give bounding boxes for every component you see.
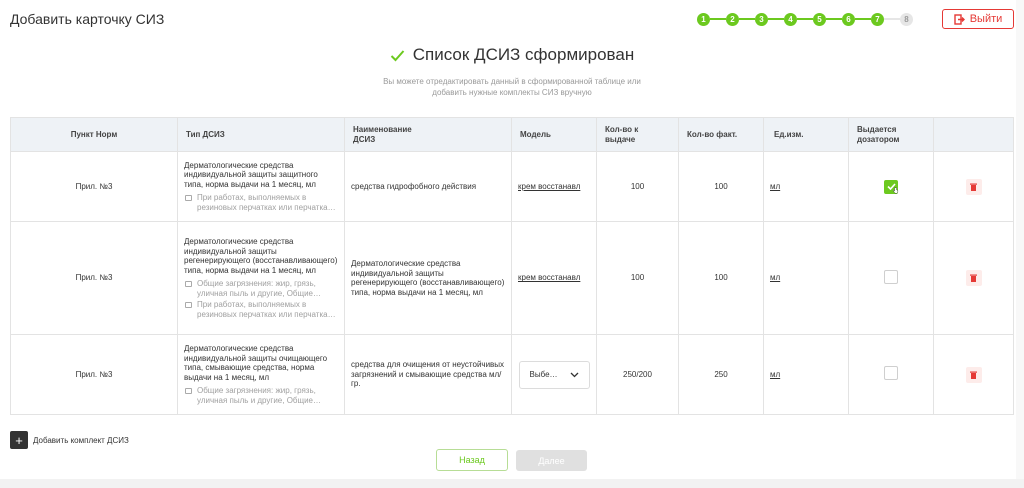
cell-dispenser: [849, 335, 934, 415]
cell-unit: [764, 152, 849, 222]
subtitle-line: добавить нужные комплекты СИЗ вручную: [432, 88, 592, 97]
cell-model: [512, 335, 597, 415]
model-select-value: Выбе…: [529, 369, 558, 379]
cell-name: средства для очищения от неустойчивых загрязнений и смывающие средства мл/гр.: [345, 335, 512, 415]
success-heading: Список ДСИЗ сформирован: [412, 45, 635, 64]
cell-norm: Прил. №3: [11, 152, 178, 222]
table-row: [11, 152, 1014, 222]
step-connector: [855, 18, 871, 20]
briefcase-icon: [185, 388, 192, 394]
scrollbar[interactable]: [1016, 0, 1024, 488]
exit-button[interactable]: [942, 9, 1014, 29]
delete-row-button[interactable]: [966, 367, 982, 383]
unit-link[interactable]: мл: [770, 369, 781, 379]
step-2[interactable]: 2: [726, 13, 739, 26]
header-model-label: Модель: [520, 129, 551, 139]
header-name-label: ДСИЗ: [353, 134, 376, 144]
cell-qty-fact: 250: [679, 335, 764, 415]
dispenser-checkbox[interactable]: [884, 270, 898, 284]
briefcase-icon: [185, 195, 192, 201]
cell-type: [178, 152, 345, 222]
page-title: Добавить карточку СИЗ: [10, 11, 165, 27]
trash-icon: [970, 274, 977, 282]
subtitle-line: Вы можете отредактировать данный в сформированной таблице или: [383, 77, 641, 86]
cell-qty: 100: [597, 222, 679, 335]
cell-norm: Прил. №3: [11, 222, 178, 335]
condition-text: При работах, выполняемых в резиновых перчатках или перчатка…: [197, 300, 336, 319]
type-text: Дерматологические средства индивидуальной защиты регенерирующего (восстанавливающего) типа, норма выдачи на 1 месяц, мл: [184, 237, 338, 275]
header-dispenser-label: дозатором: [857, 134, 900, 144]
header-unit-label: Ед.изм.: [774, 129, 804, 139]
cell-type: [178, 222, 345, 335]
check-icon: [390, 49, 405, 62]
delete-row-button[interactable]: [966, 179, 982, 195]
stepper: [697, 12, 913, 26]
step-8: 8: [900, 13, 913, 26]
cell-qty: 100: [597, 152, 679, 222]
step-6[interactable]: 6: [842, 13, 855, 26]
table-header-row: [11, 118, 1014, 152]
type-text: Дерматологические средства индивидуальной защиты защитного типа, норма выдачи на 1 месяц, мл: [184, 160, 318, 189]
header-qty-fact: [679, 118, 764, 152]
next-button: Далее: [516, 450, 587, 471]
step-connector: [826, 18, 842, 20]
add-set-label: Добавить комплект ДСИЗ: [33, 435, 129, 445]
step-4[interactable]: 4: [784, 13, 797, 26]
cell-model: [512, 152, 597, 222]
cell-unit: [764, 335, 849, 415]
condition-item: [185, 193, 338, 212]
cell-actions: [934, 222, 1014, 335]
table-row: [11, 222, 1014, 335]
header-type: [178, 118, 345, 152]
trash-icon: [970, 183, 977, 191]
success-subtitle: [0, 76, 1024, 98]
step-connector: [884, 18, 900, 20]
step-5[interactable]: 5: [813, 13, 826, 26]
plus-icon: +: [10, 431, 28, 449]
model-link[interactable]: крем восстанавл: [518, 273, 581, 283]
model-link[interactable]: крем восстанавл: [518, 181, 581, 191]
briefcase-icon: [185, 281, 192, 287]
success-banner: [0, 45, 1024, 65]
condition-item: [185, 386, 338, 405]
unit-link[interactable]: мл: [770, 181, 781, 191]
header-unit: [764, 118, 849, 152]
cell-qty-fact: 100: [679, 222, 764, 335]
header-qty-fact-label: Кол-во факт.: [687, 129, 738, 139]
header-model: [512, 118, 597, 152]
cell-unit: [764, 222, 849, 335]
header-qty-label: выдаче: [605, 134, 636, 144]
back-button[interactable]: Назад: [436, 449, 508, 471]
trash-icon: [970, 371, 977, 379]
header-type-label: Тип ДСИЗ: [186, 129, 225, 139]
dsiz-table: [10, 117, 1014, 415]
condition-item: [185, 300, 338, 319]
exit-icon: [954, 14, 965, 25]
add-set-button[interactable]: [10, 431, 129, 449]
cell-actions: [934, 152, 1014, 222]
step-3[interactable]: 3: [755, 13, 768, 26]
step-connector: [710, 18, 726, 20]
condition-text: Общие загрязнения: жир, грязь, уличная пыль и другие, Общие…: [197, 386, 321, 405]
header-qty-label: Кол-во к: [605, 124, 639, 134]
hand-cursor-icon: [891, 187, 900, 194]
header-norm: [11, 118, 178, 152]
step-1[interactable]: 1: [697, 13, 710, 26]
header-norm-label: Пункт Норм: [70, 129, 118, 139]
exit-label: Выйти: [969, 13, 1003, 25]
step-7[interactable]: 7: [871, 13, 884, 26]
header-dispenser-label: Выдается: [857, 124, 897, 134]
dispenser-checkbox[interactable]: [884, 180, 898, 194]
header-qty: [597, 118, 679, 152]
step-connector: [797, 18, 813, 20]
cell-dispenser: [849, 222, 934, 335]
header-name: [345, 118, 512, 152]
cell-name: Дерматологические средства индивидуальной защиты регенерирующего (восстанавливающего) типа, норма выдачи на 1 месяц, мл: [345, 222, 512, 335]
cell-qty: 250/200: [597, 335, 679, 415]
briefcase-icon: [185, 302, 192, 308]
chevron-down-icon: [570, 372, 579, 378]
delete-row-button[interactable]: [966, 270, 982, 286]
type-text: Дерматологические средства индивидуальной защиты очищающего типа, смывающие средства, норма выдачи на 1 месяц, мл: [184, 344, 328, 382]
bottom-bar: [0, 479, 1024, 488]
unit-link[interactable]: мл: [770, 273, 781, 283]
step-connector: [739, 18, 755, 20]
table-row: [11, 335, 1014, 415]
dispenser-checkbox[interactable]: [884, 366, 898, 380]
step-connector: [768, 18, 784, 20]
cell-type: [178, 335, 345, 415]
cell-name: средства гидрофобного действия: [345, 152, 512, 222]
model-select[interactable]: [519, 361, 590, 389]
condition-text: При работах, выполняемых в резиновых перчатках или перчатка…: [197, 193, 336, 212]
condition-text: Общие загрязнения: жир, грязь, уличная пыль и другие, Общие…: [197, 279, 321, 298]
cell-qty-fact: 100: [679, 152, 764, 222]
cell-dispenser: [849, 152, 934, 222]
header-name-label: Наименование: [353, 124, 412, 134]
cell-norm: Прил. №3: [11, 335, 178, 415]
condition-item: [185, 279, 338, 298]
header-dispenser: [849, 118, 934, 152]
header-actions: [934, 118, 1014, 152]
cell-model: [512, 222, 597, 335]
cell-actions: [934, 335, 1014, 415]
